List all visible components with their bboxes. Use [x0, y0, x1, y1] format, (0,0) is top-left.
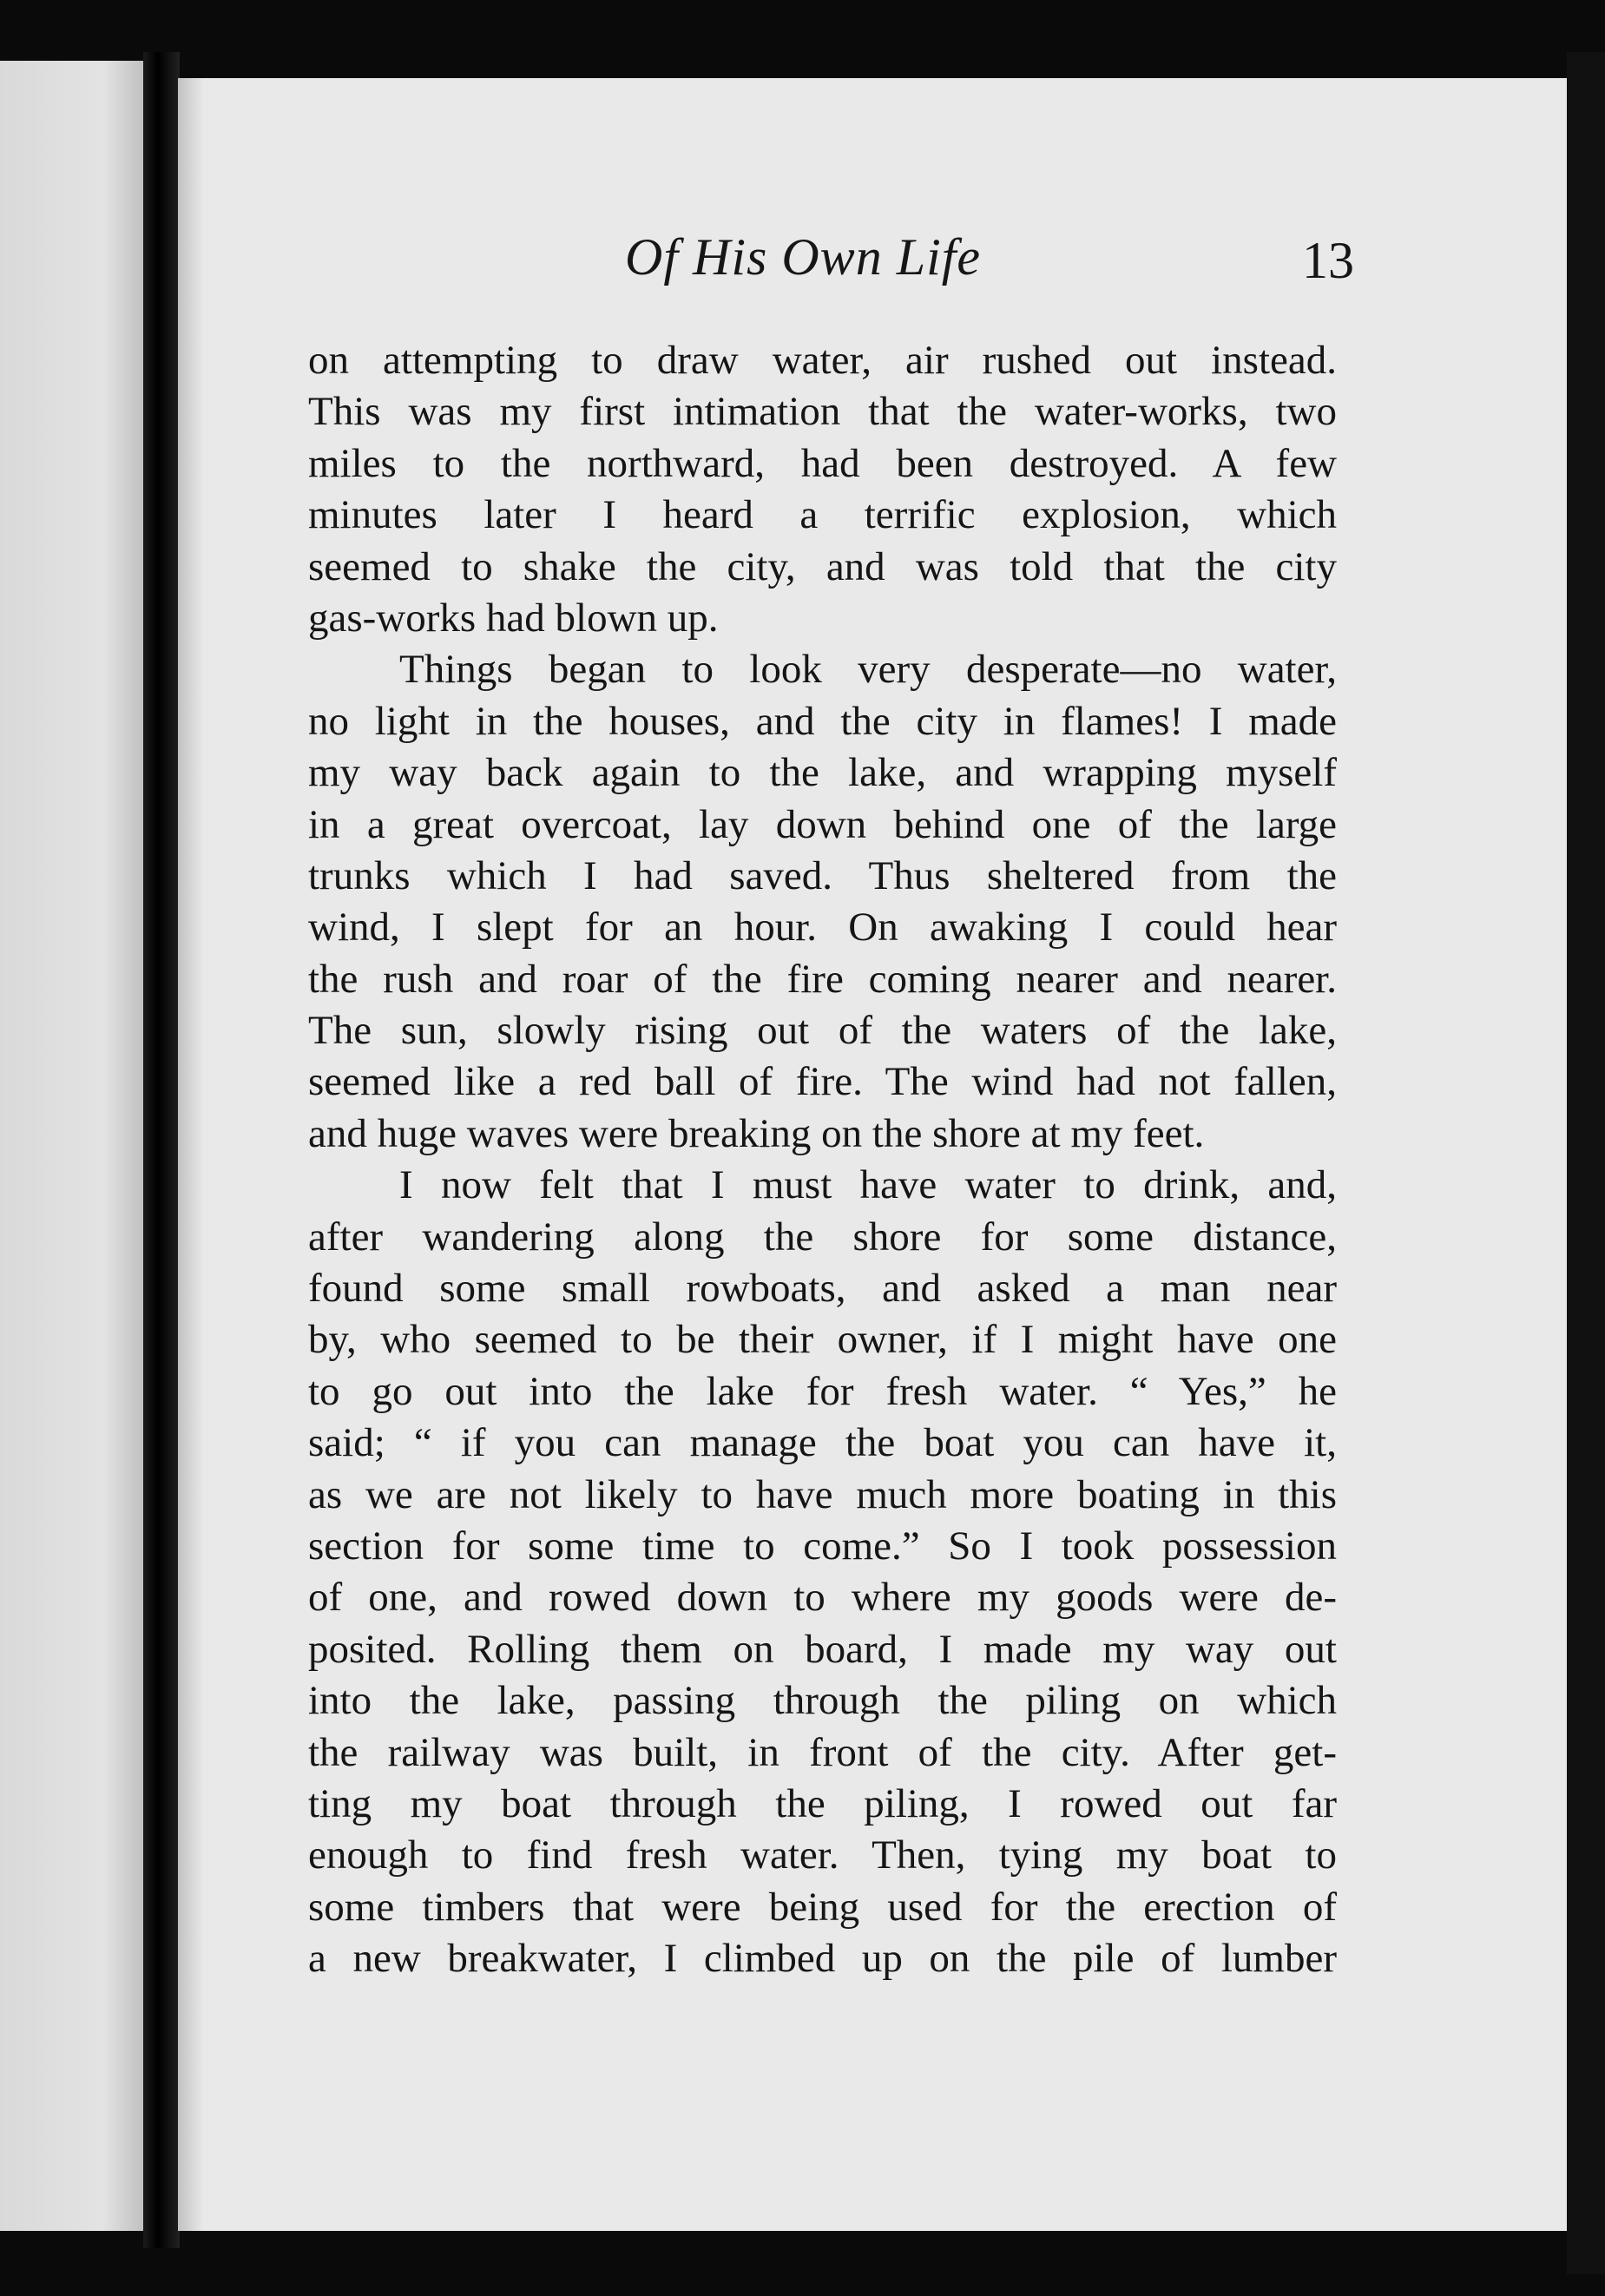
text-line: in a great overcoat, lay down behind one of the large [308, 801, 1337, 847]
text-line: as we are not likely to have much more boating in this [308, 1471, 1337, 1517]
text-line: The sun, slowly rising out of the waters of the lake, [308, 1008, 1337, 1054]
text-line: said; “ if you can manage the boat you can have it, [308, 1420, 1337, 1466]
page-right-edge [1567, 52, 1605, 2274]
text-line: miles to the northward, had been destroyed. A few [308, 440, 1337, 486]
text-line: some timbers that were being used for the erection of [308, 1884, 1337, 1930]
text-line: I now felt that I must have water to drink, and, [399, 1162, 1337, 1208]
text-line: and huge waves were breaking on the shore at my feet. [308, 1110, 1205, 1156]
body-text [308, 335, 1337, 1985]
text-line: Things began to look very desperate—no water, [399, 647, 1337, 693]
text-line: into the lake, passing through the piling on which [308, 1678, 1337, 1724]
text-line: after wandering along the shore for some distance, [308, 1214, 1337, 1260]
text-line: no light in the houses, and the city in flames! I made [308, 698, 1337, 744]
text-line: of one, and rowed down to where my goods were de- [308, 1575, 1337, 1621]
text-line: seemed to shake the city, and was told that the city [308, 543, 1337, 589]
text-line: section for some time to come.” So I took possession [308, 1523, 1337, 1569]
text-line: my way back again to the lake, and wrapping myself [308, 750, 1337, 796]
text-line: gas-works had blown up. [308, 595, 719, 641]
page-number: 13 [1302, 232, 1354, 289]
page-shadow [178, 78, 204, 2231]
text-line: to go out into the lake for fresh water. “ Yes,” he [308, 1368, 1337, 1414]
text-line: by, who seemed to be their owner, if I might have one [308, 1317, 1337, 1363]
text-line: This was my first intimation that the water-works, two [308, 389, 1337, 435]
text-line: a new breakwater, I climbed up on the pile of lumber [308, 1936, 1337, 1982]
book-gutter [143, 52, 180, 2248]
text-line: minutes later I heard a terrific explosion, which [308, 492, 1337, 538]
text-line: on attempting to draw water, air rushed out instead. [308, 338, 1337, 383]
text-line: the railway was built, in front of the city. After get- [308, 1729, 1337, 1775]
text-line: trunks which I had saved. Thus sheltered from the [308, 852, 1337, 898]
running-title: Of His Own Life [625, 228, 982, 286]
text-line: enough to find fresh water. Then, tying my boat to [308, 1832, 1337, 1878]
page-header [608, 227, 1354, 306]
text-line: seemed like a red ball of fire. The wind had not fallen, [308, 1059, 1337, 1105]
text-line: the rush and roar of the fire coming nearer and nearer. [308, 956, 1337, 1002]
text-line: posited. Rolling them on board, I made my way out [308, 1626, 1337, 1672]
text-line: wind, I slept for an hour. On awaking I could hear [308, 905, 1337, 951]
facing-page-edge [0, 61, 148, 2231]
text-line: ting my boat through the piling, I rowed out far [308, 1780, 1337, 1826]
text-line: found some small rowboats, and asked a man near [308, 1266, 1337, 1312]
